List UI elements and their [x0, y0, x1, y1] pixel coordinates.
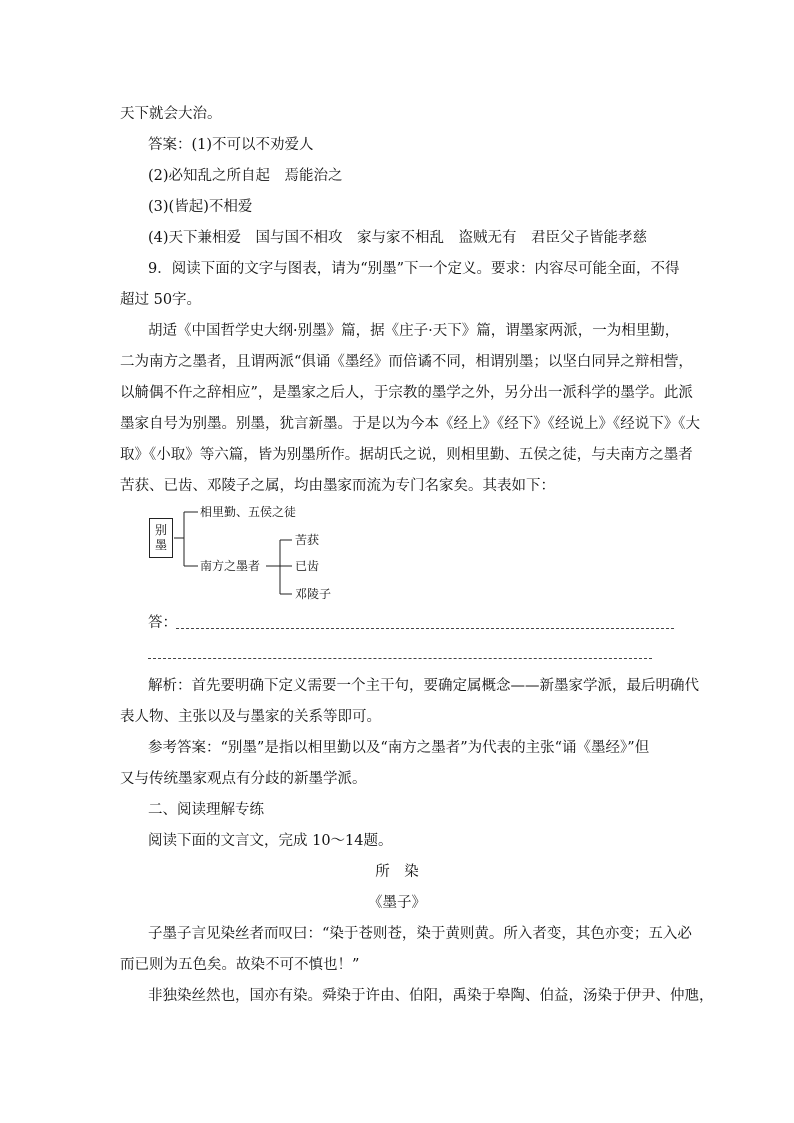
diagram-sub-2: 已齿	[295, 559, 320, 573]
analysis-line: 表人物、主张以及与墨家的关系等即可。	[120, 709, 381, 725]
passage-line: 以觭偶不仵之辞相应”，是墨家之后人，于宗教的墨学之外，另分出一派科学的墨学。此派	[120, 385, 693, 401]
diagram-branch-1: 相里勤、五侯之徒	[200, 505, 297, 519]
answer-blank-line-2	[148, 658, 652, 659]
answer-line-3: (3)(皆起)不相爱	[148, 199, 253, 215]
answer-label: 答：	[148, 615, 177, 631]
answer-line-1: 答案：(1)不可以不劝爱人	[148, 137, 314, 153]
diagram-sub-3: 邓陵子	[295, 587, 332, 601]
answer-line-2: (2)必知乱之所自起 焉能治之	[148, 168, 343, 184]
text-line: 天下就会大治。	[120, 106, 222, 122]
answer-blank-line-1	[176, 628, 674, 629]
instruction: 阅读下面的文言文，完成 10～14题。	[148, 833, 393, 849]
section-heading: 二、阅读理解专练	[148, 802, 264, 818]
reference-answer-line: 参考答案：“别墨”是指以相里勤以及“南方之墨者”为代表的主张“诵《墨经》”但	[148, 740, 650, 756]
bie-mo-diagram	[140, 498, 360, 608]
question-9: 9．阅读下面的文字与图表，请为“别墨”下一个定义。要求：内容尽可能全面，不得	[148, 261, 680, 277]
reference-answer-line: 又与传统墨家观点有分歧的新墨学派。	[120, 771, 367, 787]
passage-line: 墨家自号为别墨。别墨，犹言新墨。于是以为今本《经上》《经下》《经说上》《经说下》《大	[120, 416, 700, 432]
analysis-line: 解析：首先要明确下定义需要一个主干句，要确定属概念——新墨家学派，最后明确代	[148, 678, 699, 694]
question-9-cont: 超过 50字。	[120, 292, 202, 308]
diagram-sub-1: 苦获	[295, 533, 320, 547]
passage-author: 《墨子》	[368, 895, 426, 911]
diagram-branch-2: 南方之墨者	[200, 559, 261, 573]
passage-line: 胡适《中国哲学史大纲·别墨》篇，据《庄子·天下》篇，谓墨家两派，一为相里勤，	[148, 323, 680, 339]
classical-text-line: 子墨子言见染丝者而叹曰：“染于苍则苍，染于黄则黄。所入者变，其色亦变；五入必	[148, 926, 692, 942]
answer-line-4: (4)天下兼相爱 国与国不相攻 家与家不相乱 盗贼无有 君臣父子皆能孝慈	[148, 230, 648, 246]
passage-title: 所 染	[375, 864, 419, 880]
classical-text-line: 非独染丝然也，国亦有染。舜染于许由、伯阳，禹染于皋陶、伯益，汤染于伊尹、仲虺，	[148, 988, 714, 1004]
passage-line: 苦获、已齿、邓陵子之属，均由墨家而流为专门名家矣。其表如下：	[120, 478, 555, 494]
diagram-root-box: 别墨	[149, 518, 173, 558]
classical-text-line: 而已则为五色矣。故染不可不慎也！”	[120, 957, 360, 973]
passage-line: 取》《小取》等六篇，皆为别墨所作。据胡氏之说，则相里勤、五侯之徒，与夫南方之墨者	[120, 447, 693, 463]
passage-line: 二为南方之墨者，且谓两派“俱诵《墨经》而倍谲不同，相谓别墨；以坚白同异之辩相訾，	[120, 354, 693, 370]
